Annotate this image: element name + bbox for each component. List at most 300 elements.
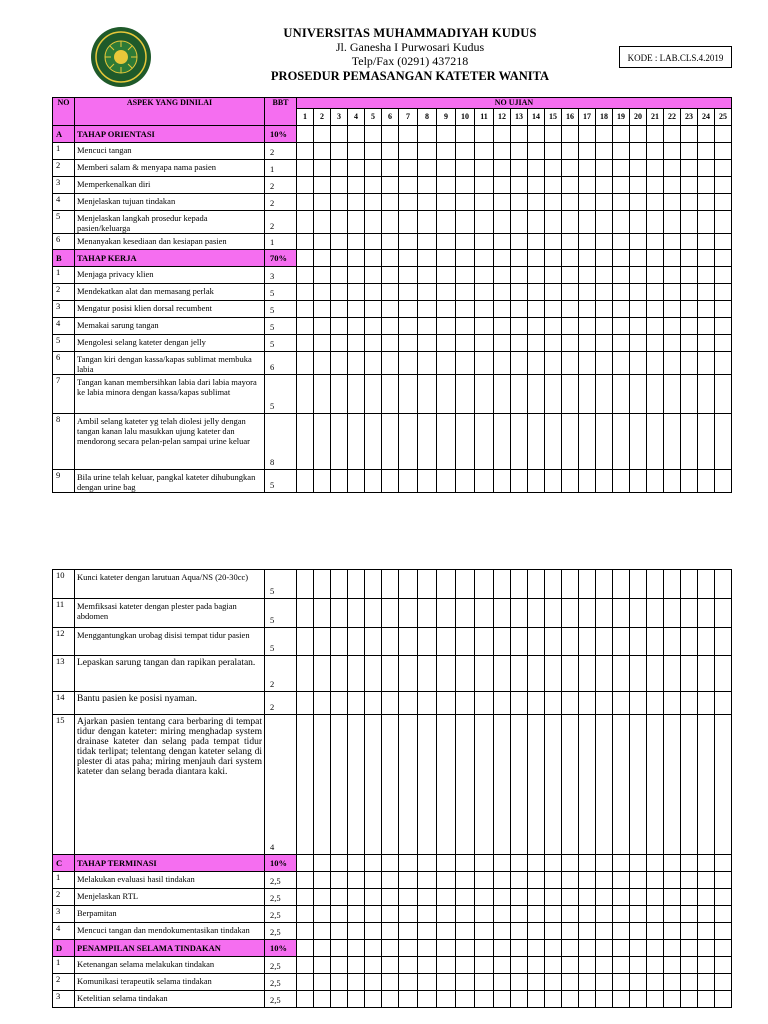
score-cell[interactable] bbox=[331, 194, 348, 211]
score-cell[interactable] bbox=[399, 872, 418, 889]
score-cell[interactable] bbox=[562, 470, 579, 493]
score-cell[interactable] bbox=[437, 855, 456, 872]
score-cell[interactable] bbox=[331, 470, 348, 493]
score-cell[interactable] bbox=[348, 715, 365, 855]
score-cell[interactable] bbox=[314, 335, 331, 352]
score-cell[interactable] bbox=[664, 352, 681, 375]
score-cell[interactable] bbox=[437, 599, 456, 628]
score-cell[interactable] bbox=[664, 957, 681, 974]
score-cell[interactable] bbox=[664, 889, 681, 906]
score-cell[interactable] bbox=[579, 160, 596, 177]
score-cell[interactable] bbox=[698, 126, 715, 143]
score-cell[interactable] bbox=[382, 250, 399, 267]
score-cell[interactable] bbox=[331, 414, 348, 470]
score-cell[interactable] bbox=[715, 250, 732, 267]
score-cell[interactable] bbox=[365, 375, 382, 414]
score-cell[interactable] bbox=[562, 301, 579, 318]
score-cell[interactable] bbox=[562, 957, 579, 974]
score-cell[interactable] bbox=[297, 470, 314, 493]
score-cell[interactable] bbox=[382, 628, 399, 656]
score-cell[interactable] bbox=[511, 570, 528, 599]
score-cell[interactable] bbox=[664, 126, 681, 143]
score-cell[interactable] bbox=[545, 284, 562, 301]
score-cell[interactable] bbox=[698, 177, 715, 194]
score-cell[interactable] bbox=[630, 599, 647, 628]
score-cell[interactable] bbox=[475, 352, 494, 375]
score-cell[interactable] bbox=[331, 234, 348, 250]
score-cell[interactable] bbox=[511, 160, 528, 177]
score-cell[interactable] bbox=[314, 234, 331, 250]
score-cell[interactable] bbox=[630, 318, 647, 335]
score-cell[interactable] bbox=[630, 570, 647, 599]
score-cell[interactable] bbox=[562, 143, 579, 160]
score-cell[interactable] bbox=[365, 126, 382, 143]
score-cell[interactable] bbox=[715, 991, 732, 1008]
score-cell[interactable] bbox=[562, 352, 579, 375]
score-cell[interactable] bbox=[399, 194, 418, 211]
score-cell[interactable] bbox=[348, 889, 365, 906]
score-cell[interactable] bbox=[596, 284, 613, 301]
score-cell[interactable] bbox=[647, 301, 664, 318]
score-cell[interactable] bbox=[437, 194, 456, 211]
score-cell[interactable] bbox=[494, 656, 511, 692]
score-cell[interactable] bbox=[297, 143, 314, 160]
score-cell[interactable] bbox=[331, 250, 348, 267]
score-cell[interactable] bbox=[681, 872, 698, 889]
score-cell[interactable] bbox=[596, 923, 613, 940]
score-cell[interactable] bbox=[511, 599, 528, 628]
score-cell[interactable] bbox=[596, 872, 613, 889]
score-cell[interactable] bbox=[511, 692, 528, 715]
score-cell[interactable] bbox=[297, 656, 314, 692]
score-cell[interactable] bbox=[382, 991, 399, 1008]
score-cell[interactable] bbox=[331, 656, 348, 692]
score-cell[interactable] bbox=[528, 160, 545, 177]
score-cell[interactable] bbox=[331, 599, 348, 628]
score-cell[interactable] bbox=[475, 284, 494, 301]
score-cell[interactable] bbox=[528, 855, 545, 872]
score-cell[interactable] bbox=[613, 855, 630, 872]
score-cell[interactable] bbox=[664, 599, 681, 628]
score-cell[interactable] bbox=[511, 284, 528, 301]
score-cell[interactable] bbox=[456, 923, 475, 940]
score-cell[interactable] bbox=[630, 335, 647, 352]
score-cell[interactable] bbox=[456, 872, 475, 889]
score-cell[interactable] bbox=[348, 234, 365, 250]
score-cell[interactable] bbox=[562, 375, 579, 414]
score-cell[interactable] bbox=[456, 957, 475, 974]
score-cell[interactable] bbox=[297, 335, 314, 352]
score-cell[interactable] bbox=[613, 335, 630, 352]
score-cell[interactable] bbox=[647, 570, 664, 599]
score-cell[interactable] bbox=[545, 628, 562, 656]
score-cell[interactable] bbox=[579, 194, 596, 211]
score-cell[interactable] bbox=[331, 143, 348, 160]
score-cell[interactable] bbox=[579, 957, 596, 974]
score-cell[interactable] bbox=[399, 335, 418, 352]
score-cell[interactable] bbox=[456, 177, 475, 194]
score-cell[interactable] bbox=[613, 628, 630, 656]
score-cell[interactable] bbox=[528, 470, 545, 493]
score-cell[interactable] bbox=[511, 352, 528, 375]
score-cell[interactable] bbox=[475, 375, 494, 414]
score-cell[interactable] bbox=[562, 889, 579, 906]
score-cell[interactable] bbox=[418, 160, 437, 177]
score-cell[interactable] bbox=[647, 250, 664, 267]
score-cell[interactable] bbox=[418, 234, 437, 250]
score-cell[interactable] bbox=[382, 957, 399, 974]
score-cell[interactable] bbox=[630, 628, 647, 656]
score-cell[interactable] bbox=[681, 194, 698, 211]
score-cell[interactable] bbox=[613, 906, 630, 923]
score-cell[interactable] bbox=[475, 715, 494, 855]
score-cell[interactable] bbox=[365, 889, 382, 906]
score-cell[interactable] bbox=[348, 991, 365, 1008]
score-cell[interactable] bbox=[348, 906, 365, 923]
score-cell[interactable] bbox=[494, 267, 511, 284]
score-cell[interactable] bbox=[562, 250, 579, 267]
score-cell[interactable] bbox=[456, 250, 475, 267]
score-cell[interactable] bbox=[562, 872, 579, 889]
score-cell[interactable] bbox=[596, 301, 613, 318]
score-cell[interactable] bbox=[528, 211, 545, 234]
score-cell[interactable] bbox=[664, 715, 681, 855]
score-cell[interactable] bbox=[314, 267, 331, 284]
score-cell[interactable] bbox=[647, 715, 664, 855]
score-cell[interactable] bbox=[562, 991, 579, 1008]
score-cell[interactable] bbox=[545, 301, 562, 318]
score-cell[interactable] bbox=[418, 143, 437, 160]
score-cell[interactable] bbox=[630, 177, 647, 194]
score-cell[interactable] bbox=[596, 375, 613, 414]
score-cell[interactable] bbox=[418, 872, 437, 889]
score-cell[interactable] bbox=[681, 715, 698, 855]
score-cell[interactable] bbox=[647, 211, 664, 234]
score-cell[interactable] bbox=[630, 250, 647, 267]
score-cell[interactable] bbox=[475, 923, 494, 940]
score-cell[interactable] bbox=[382, 194, 399, 211]
score-cell[interactable] bbox=[399, 923, 418, 940]
score-cell[interactable] bbox=[331, 211, 348, 234]
score-cell[interactable] bbox=[314, 211, 331, 234]
score-cell[interactable] bbox=[698, 211, 715, 234]
score-cell[interactable] bbox=[331, 267, 348, 284]
score-cell[interactable] bbox=[681, 143, 698, 160]
score-cell[interactable] bbox=[314, 143, 331, 160]
score-cell[interactable] bbox=[647, 284, 664, 301]
score-cell[interactable] bbox=[596, 414, 613, 470]
score-cell[interactable] bbox=[418, 855, 437, 872]
score-cell[interactable] bbox=[528, 375, 545, 414]
score-cell[interactable] bbox=[630, 974, 647, 991]
score-cell[interactable] bbox=[331, 301, 348, 318]
score-cell[interactable] bbox=[494, 599, 511, 628]
score-cell[interactable] bbox=[579, 126, 596, 143]
score-cell[interactable] bbox=[418, 656, 437, 692]
score-cell[interactable] bbox=[545, 715, 562, 855]
score-cell[interactable] bbox=[437, 656, 456, 692]
score-cell[interactable] bbox=[528, 957, 545, 974]
score-cell[interactable] bbox=[418, 715, 437, 855]
score-cell[interactable] bbox=[437, 177, 456, 194]
score-cell[interactable] bbox=[365, 267, 382, 284]
score-cell[interactable] bbox=[437, 414, 456, 470]
score-cell[interactable] bbox=[475, 414, 494, 470]
score-cell[interactable] bbox=[399, 855, 418, 872]
score-cell[interactable] bbox=[681, 656, 698, 692]
score-cell[interactable] bbox=[348, 656, 365, 692]
score-cell[interactable] bbox=[528, 143, 545, 160]
score-cell[interactable] bbox=[297, 250, 314, 267]
score-cell[interactable] bbox=[715, 267, 732, 284]
score-cell[interactable] bbox=[437, 250, 456, 267]
score-cell[interactable] bbox=[528, 194, 545, 211]
score-cell[interactable] bbox=[630, 957, 647, 974]
score-cell[interactable] bbox=[647, 940, 664, 957]
score-cell[interactable] bbox=[579, 470, 596, 493]
score-cell[interactable] bbox=[596, 352, 613, 375]
score-cell[interactable] bbox=[613, 234, 630, 250]
score-cell[interactable] bbox=[348, 957, 365, 974]
score-cell[interactable] bbox=[399, 126, 418, 143]
score-cell[interactable] bbox=[562, 335, 579, 352]
score-cell[interactable] bbox=[528, 715, 545, 855]
score-cell[interactable] bbox=[647, 991, 664, 1008]
score-cell[interactable] bbox=[630, 923, 647, 940]
score-cell[interactable] bbox=[348, 301, 365, 318]
score-cell[interactable] bbox=[681, 267, 698, 284]
score-cell[interactable] bbox=[545, 375, 562, 414]
score-cell[interactable] bbox=[297, 692, 314, 715]
score-cell[interactable] bbox=[698, 143, 715, 160]
score-cell[interactable] bbox=[579, 923, 596, 940]
score-cell[interactable] bbox=[579, 570, 596, 599]
score-cell[interactable] bbox=[681, 906, 698, 923]
score-cell[interactable] bbox=[681, 470, 698, 493]
score-cell[interactable] bbox=[456, 335, 475, 352]
score-cell[interactable] bbox=[348, 143, 365, 160]
score-cell[interactable] bbox=[494, 177, 511, 194]
score-cell[interactable] bbox=[365, 352, 382, 375]
score-cell[interactable] bbox=[511, 470, 528, 493]
score-cell[interactable] bbox=[664, 628, 681, 656]
score-cell[interactable] bbox=[630, 234, 647, 250]
score-cell[interactable] bbox=[418, 126, 437, 143]
score-cell[interactable] bbox=[348, 872, 365, 889]
score-cell[interactable] bbox=[681, 889, 698, 906]
score-cell[interactable] bbox=[475, 570, 494, 599]
score-cell[interactable] bbox=[382, 974, 399, 991]
score-cell[interactable] bbox=[613, 991, 630, 1008]
score-cell[interactable] bbox=[545, 599, 562, 628]
score-cell[interactable] bbox=[715, 126, 732, 143]
score-cell[interactable] bbox=[382, 470, 399, 493]
score-cell[interactable] bbox=[698, 872, 715, 889]
score-cell[interactable] bbox=[365, 692, 382, 715]
score-cell[interactable] bbox=[348, 375, 365, 414]
score-cell[interactable] bbox=[681, 177, 698, 194]
score-cell[interactable] bbox=[647, 143, 664, 160]
score-cell[interactable] bbox=[545, 234, 562, 250]
score-cell[interactable] bbox=[348, 414, 365, 470]
score-cell[interactable] bbox=[297, 177, 314, 194]
score-cell[interactable] bbox=[365, 957, 382, 974]
score-cell[interactable] bbox=[562, 599, 579, 628]
score-cell[interactable] bbox=[418, 991, 437, 1008]
score-cell[interactable] bbox=[596, 470, 613, 493]
score-cell[interactable] bbox=[331, 940, 348, 957]
score-cell[interactable] bbox=[647, 177, 664, 194]
score-cell[interactable] bbox=[399, 414, 418, 470]
score-cell[interactable] bbox=[494, 923, 511, 940]
score-cell[interactable] bbox=[630, 889, 647, 906]
score-cell[interactable] bbox=[630, 656, 647, 692]
score-cell[interactable] bbox=[365, 250, 382, 267]
score-cell[interactable] bbox=[681, 855, 698, 872]
score-cell[interactable] bbox=[630, 715, 647, 855]
score-cell[interactable] bbox=[579, 267, 596, 284]
score-cell[interactable] bbox=[596, 889, 613, 906]
score-cell[interactable] bbox=[698, 656, 715, 692]
score-cell[interactable] bbox=[314, 318, 331, 335]
score-cell[interactable] bbox=[562, 656, 579, 692]
score-cell[interactable] bbox=[314, 940, 331, 957]
score-cell[interactable] bbox=[475, 889, 494, 906]
score-cell[interactable] bbox=[475, 234, 494, 250]
score-cell[interactable] bbox=[664, 656, 681, 692]
score-cell[interactable] bbox=[613, 250, 630, 267]
score-cell[interactable] bbox=[545, 889, 562, 906]
score-cell[interactable] bbox=[545, 194, 562, 211]
score-cell[interactable] bbox=[545, 126, 562, 143]
score-cell[interactable] bbox=[399, 250, 418, 267]
score-cell[interactable] bbox=[647, 194, 664, 211]
score-cell[interactable] bbox=[494, 692, 511, 715]
score-cell[interactable] bbox=[475, 599, 494, 628]
score-cell[interactable] bbox=[596, 906, 613, 923]
score-cell[interactable] bbox=[511, 991, 528, 1008]
score-cell[interactable] bbox=[437, 923, 456, 940]
score-cell[interactable] bbox=[494, 375, 511, 414]
score-cell[interactable] bbox=[475, 126, 494, 143]
score-cell[interactable] bbox=[418, 267, 437, 284]
score-cell[interactable] bbox=[579, 628, 596, 656]
score-cell[interactable] bbox=[399, 974, 418, 991]
score-cell[interactable] bbox=[562, 414, 579, 470]
score-cell[interactable] bbox=[494, 906, 511, 923]
score-cell[interactable] bbox=[528, 974, 545, 991]
score-cell[interactable] bbox=[579, 234, 596, 250]
score-cell[interactable] bbox=[418, 940, 437, 957]
score-cell[interactable] bbox=[698, 470, 715, 493]
score-cell[interactable] bbox=[562, 906, 579, 923]
score-cell[interactable] bbox=[511, 267, 528, 284]
score-cell[interactable] bbox=[698, 352, 715, 375]
score-cell[interactable] bbox=[314, 126, 331, 143]
score-cell[interactable] bbox=[511, 715, 528, 855]
score-cell[interactable] bbox=[715, 143, 732, 160]
score-cell[interactable] bbox=[348, 250, 365, 267]
score-cell[interactable] bbox=[647, 352, 664, 375]
score-cell[interactable] bbox=[579, 599, 596, 628]
score-cell[interactable] bbox=[475, 194, 494, 211]
score-cell[interactable] bbox=[630, 267, 647, 284]
score-cell[interactable] bbox=[494, 991, 511, 1008]
score-cell[interactable] bbox=[630, 855, 647, 872]
score-cell[interactable] bbox=[314, 284, 331, 301]
score-cell[interactable] bbox=[681, 126, 698, 143]
score-cell[interactable] bbox=[399, 318, 418, 335]
score-cell[interactable] bbox=[647, 267, 664, 284]
score-cell[interactable] bbox=[664, 234, 681, 250]
score-cell[interactable] bbox=[418, 906, 437, 923]
score-cell[interactable] bbox=[331, 889, 348, 906]
score-cell[interactable] bbox=[382, 414, 399, 470]
score-cell[interactable] bbox=[348, 570, 365, 599]
score-cell[interactable] bbox=[698, 335, 715, 352]
score-cell[interactable] bbox=[647, 889, 664, 906]
score-cell[interactable] bbox=[297, 211, 314, 234]
score-cell[interactable] bbox=[314, 470, 331, 493]
score-cell[interactable] bbox=[314, 599, 331, 628]
score-cell[interactable] bbox=[437, 335, 456, 352]
score-cell[interactable] bbox=[715, 284, 732, 301]
score-cell[interactable] bbox=[579, 318, 596, 335]
score-cell[interactable] bbox=[715, 872, 732, 889]
score-cell[interactable] bbox=[331, 318, 348, 335]
score-cell[interactable] bbox=[715, 940, 732, 957]
score-cell[interactable] bbox=[437, 211, 456, 234]
score-cell[interactable] bbox=[494, 855, 511, 872]
score-cell[interactable] bbox=[314, 656, 331, 692]
score-cell[interactable] bbox=[314, 906, 331, 923]
score-cell[interactable] bbox=[596, 991, 613, 1008]
score-cell[interactable] bbox=[365, 656, 382, 692]
score-cell[interactable] bbox=[365, 570, 382, 599]
score-cell[interactable] bbox=[314, 177, 331, 194]
score-cell[interactable] bbox=[382, 923, 399, 940]
score-cell[interactable] bbox=[698, 974, 715, 991]
score-cell[interactable] bbox=[664, 301, 681, 318]
score-cell[interactable] bbox=[579, 414, 596, 470]
score-cell[interactable] bbox=[348, 692, 365, 715]
score-cell[interactable] bbox=[528, 301, 545, 318]
score-cell[interactable] bbox=[664, 250, 681, 267]
score-cell[interactable] bbox=[456, 974, 475, 991]
score-cell[interactable] bbox=[579, 335, 596, 352]
score-cell[interactable] bbox=[528, 906, 545, 923]
score-cell[interactable] bbox=[456, 470, 475, 493]
score-cell[interactable] bbox=[437, 160, 456, 177]
score-cell[interactable] bbox=[365, 414, 382, 470]
score-cell[interactable] bbox=[382, 906, 399, 923]
score-cell[interactable] bbox=[528, 940, 545, 957]
score-cell[interactable] bbox=[664, 906, 681, 923]
score-cell[interactable] bbox=[456, 267, 475, 284]
score-cell[interactable] bbox=[630, 872, 647, 889]
score-cell[interactable] bbox=[331, 923, 348, 940]
score-cell[interactable] bbox=[545, 177, 562, 194]
score-cell[interactable] bbox=[664, 211, 681, 234]
score-cell[interactable] bbox=[715, 656, 732, 692]
score-cell[interactable] bbox=[613, 872, 630, 889]
score-cell[interactable] bbox=[545, 352, 562, 375]
score-cell[interactable] bbox=[437, 375, 456, 414]
score-cell[interactable] bbox=[494, 194, 511, 211]
score-cell[interactable] bbox=[494, 318, 511, 335]
score-cell[interactable] bbox=[698, 318, 715, 335]
score-cell[interactable] bbox=[399, 991, 418, 1008]
